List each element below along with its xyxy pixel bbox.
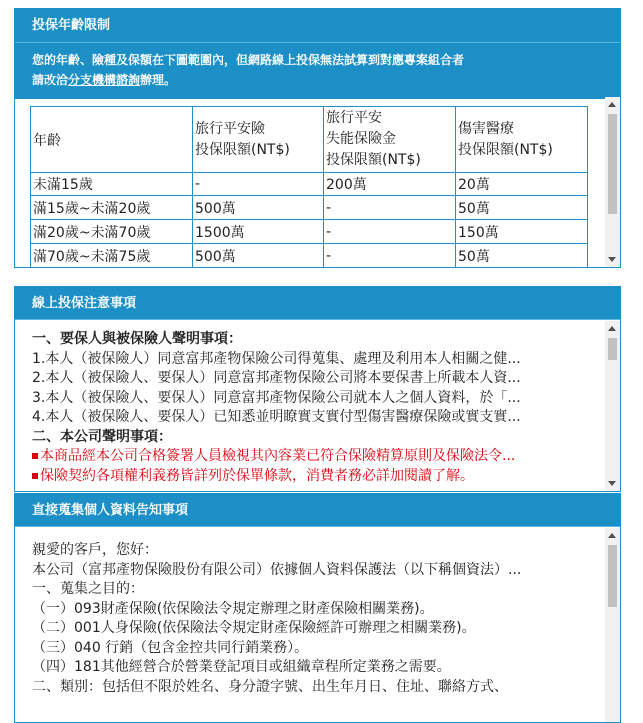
privacy-item: （二）001人身保險(依保險法令規定財產保險經許可辦理之相關業務)。 bbox=[32, 620, 476, 636]
scroll-up-icon[interactable] bbox=[608, 102, 616, 107]
privacy-notice-scroll-area[interactable] bbox=[15, 528, 620, 722]
table-cell: 500萬 bbox=[193, 244, 324, 268]
notice-line-1: 您的年齡、險種及保額在下圖範圍內，但網路線上投保無法試算到對應專案組合者 bbox=[32, 53, 465, 67]
online-notice-title: 線上投保注意事項 bbox=[15, 287, 620, 320]
age-limit-table bbox=[30, 106, 588, 267]
scroll-thumb[interactable] bbox=[608, 545, 617, 607]
table-row bbox=[31, 220, 588, 244]
notice-section-1-heading: 一、要保人與被保險人聲明事項： bbox=[32, 331, 242, 347]
scroll-down-icon[interactable] bbox=[608, 257, 616, 262]
table-cell: 500萬 bbox=[193, 196, 324, 220]
table-cell: 未滿15歲 bbox=[31, 173, 193, 196]
privacy-item: 二、類別：包括但不限於姓名、身分證字號、出生年月日、住址、聯絡方式、 bbox=[32, 678, 508, 695]
scroll-thumb[interactable] bbox=[608, 338, 617, 360]
age-limit-scroll-area[interactable] bbox=[15, 97, 620, 267]
scroll-up-icon[interactable] bbox=[608, 533, 616, 538]
online-notice-panel bbox=[14, 286, 621, 492]
notice-prefix: 請改洽 bbox=[32, 73, 69, 87]
table-cell: 20萬 bbox=[456, 173, 588, 196]
privacy-intro: 本公司（富邦產物保險股份有限公司）依據個人資料保護法（以下稱個資法）... bbox=[32, 561, 522, 578]
privacy-item: （三）040 行銷（包含金控共同行銷業務）。 bbox=[32, 639, 309, 656]
notice-item: 3.本人（被保險人、要保人）同意富邦產物保險公司就本人之個人資料，於「... bbox=[32, 389, 521, 406]
table-cell: 滿20歲~未滿70歲 bbox=[31, 220, 193, 244]
table-header-row bbox=[31, 107, 588, 173]
table-cell: 200萬 bbox=[324, 173, 456, 196]
scroll-thumb[interactable] bbox=[608, 114, 617, 214]
table-cell: - bbox=[324, 244, 456, 268]
table-cell: 50萬 bbox=[456, 196, 588, 220]
age-limit-scrollbar[interactable] bbox=[605, 97, 620, 267]
header-disability-limit: 旅行平安 失能保險金 投保限額(NT$) bbox=[324, 107, 456, 173]
table-cell: - bbox=[324, 220, 456, 244]
scroll-down-icon[interactable] bbox=[608, 481, 616, 486]
privacy-section-heading: 一、蒐集之目的： bbox=[32, 581, 144, 597]
notice-red-item: 保險契約各項權利義務皆詳列於保單條款，消費者務必詳加閱讀了解。 bbox=[32, 467, 605, 487]
online-notice-scroll-area[interactable] bbox=[15, 321, 620, 491]
table-cell: 150萬 bbox=[456, 220, 588, 244]
table-cell: 滿70歲~未滿75歲 bbox=[31, 244, 193, 268]
table-row bbox=[31, 196, 588, 220]
notice-line-2 bbox=[32, 70, 603, 90]
table-cell: 1500萬 bbox=[193, 220, 324, 244]
notice-suffix: 辦理。 bbox=[140, 73, 177, 87]
privacy-notice-title: 直接蒐集個人資料告知事項 bbox=[15, 494, 620, 527]
scroll-up-icon[interactable] bbox=[608, 326, 616, 331]
header-travel-limit: 旅行平安險 投保限額(NT$) bbox=[193, 107, 324, 173]
privacy-notice-scrollbar[interactable] bbox=[605, 528, 620, 722]
table-cell: 50萬 bbox=[456, 244, 588, 268]
age-limit-panel bbox=[14, 8, 621, 268]
bullet-square-icon bbox=[32, 453, 38, 459]
online-notice-scrollbar[interactable] bbox=[605, 321, 620, 491]
notice-item: 2.本人（被保險人、要保人）同意富邦產物保險公司將本要保書上所載本人資... bbox=[32, 370, 521, 386]
privacy-greeting: 親愛的客戶，您好： bbox=[32, 542, 158, 558]
privacy-notice-panel bbox=[14, 493, 621, 723]
header-age: 年齡 bbox=[31, 107, 193, 173]
privacy-item: （四）181其他經營合於營業登記項目或組織章程所定業務之需要。 bbox=[32, 659, 451, 675]
table-cell: - bbox=[324, 196, 456, 220]
age-limit-notice bbox=[15, 42, 620, 99]
bullet-square-icon bbox=[32, 473, 38, 479]
age-limit-title: 投保年齡限制 bbox=[15, 9, 620, 42]
table-row bbox=[31, 244, 588, 268]
privacy-item: （一）093財產保險(依保險法令規定辦理之財產保險相關業務)。 bbox=[32, 600, 434, 617]
notice-item: 1.本人（被保險人）同意富邦產物保險公司得蒐集、處理及利用本人相關之健... bbox=[32, 350, 521, 367]
notice-item: 4.本人（被保險人、要保人）已知悉並明瞭實支實付型傷害醫療保險或實支實... bbox=[32, 409, 521, 425]
notice-section-2-heading: 二、本公司聲明事項： bbox=[32, 428, 172, 445]
table-cell: 滿15歲~未滿20歲 bbox=[31, 196, 193, 220]
table-row bbox=[31, 173, 588, 196]
notice-red-item: 本商品經本公司合格簽署人員檢視其內容業已符合保險精算原則及保險法令... bbox=[32, 447, 605, 467]
branch-inquiry-link[interactable]: 分支機構諮詢 bbox=[68, 73, 141, 87]
table-cell: - bbox=[193, 173, 324, 196]
header-medical-limit: 傷害醫療 投保限額(NT$) bbox=[456, 107, 588, 173]
